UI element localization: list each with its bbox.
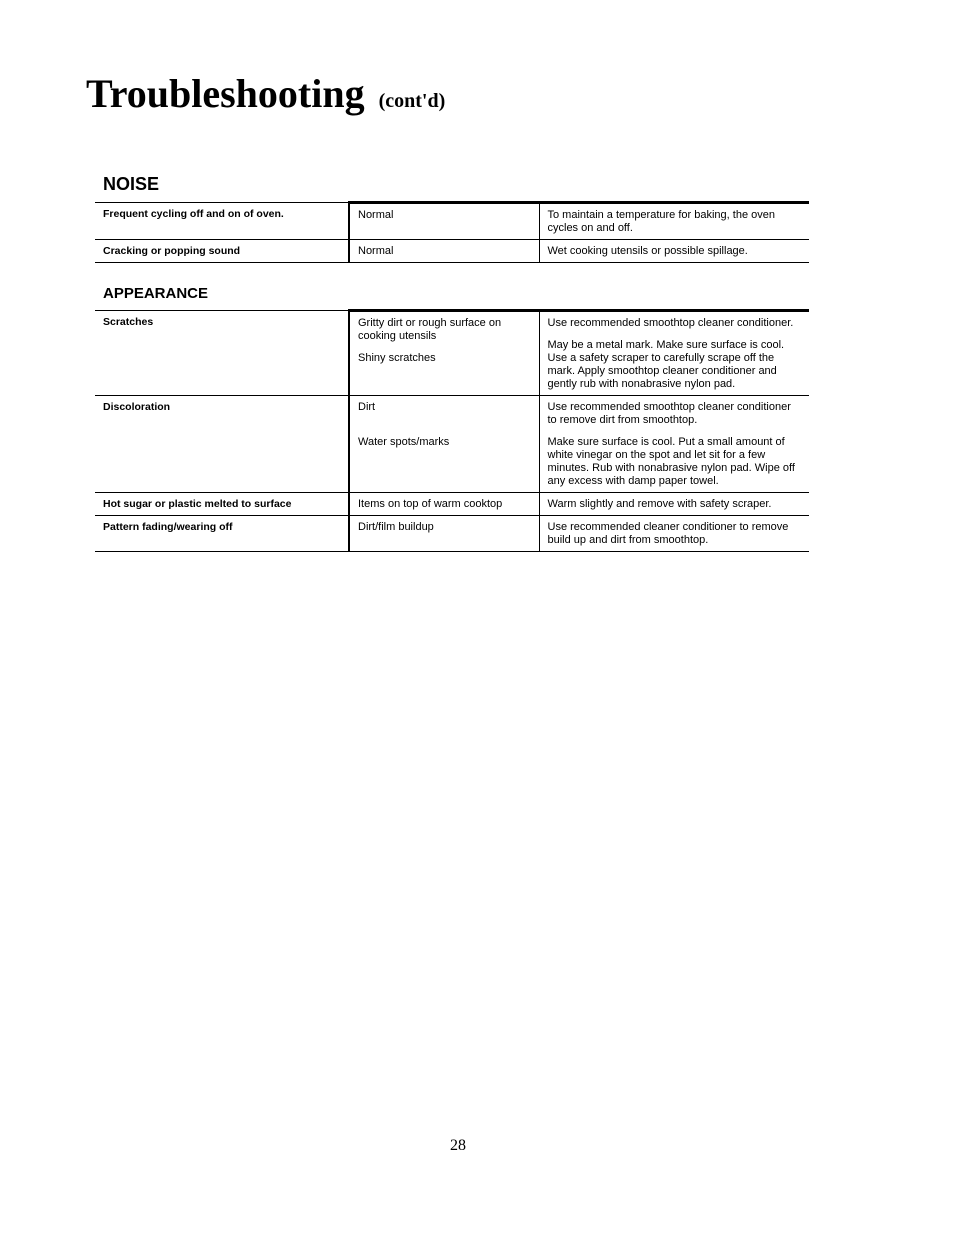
solution-text: Make sure surface is cool. Put a small amount of white vinegar on the spot and let sit for a few minutes. Rub with nonabrasive nylon pad. Wipe off any excess with damp paper towel.	[547, 436, 795, 487]
solution-cell	[539, 311, 809, 396]
cause-cell	[349, 396, 539, 493]
page-number: 28	[450, 1137, 466, 1154]
table-row	[95, 203, 809, 240]
solution-cell: To maintain a temperature for baking, the oven cycles on and off.	[539, 203, 809, 240]
cause-text: Gritty dirt or rough surface on cooking utensils	[358, 317, 502, 342]
appearance-table	[95, 309, 809, 552]
cause-cell: Normal	[349, 203, 539, 240]
problem-cell: Scratches	[95, 311, 349, 396]
table-row	[95, 516, 809, 552]
cause-cell: Items on top of warm cooktop	[349, 493, 539, 516]
cause-cell: Dirt/film buildup	[349, 516, 539, 552]
noise-table	[95, 201, 809, 263]
cause-cell: Normal	[349, 240, 539, 263]
solution-text: Use recommended smoothtop cleaner conditioner to remove dirt from smoothtop.	[547, 401, 791, 426]
table-row	[95, 396, 809, 493]
table-row	[95, 311, 809, 396]
page-title-suffix: (cont'd)	[378, 90, 446, 112]
solution-text: Use recommended smoothtop cleaner conditioner.	[547, 317, 794, 329]
solution-text: May be a metal mark. Make sure surface is cool. Use a safety scraper to carefully scrape off the mark. Apply smoothtop cleaner conditioner and gently rub with nonabrasive nylon pad.	[547, 339, 785, 390]
cause-cell	[349, 311, 539, 396]
cause-text: Dirt	[358, 401, 376, 413]
solution-cell: Warm slightly and remove with safety scraper.	[539, 493, 809, 516]
cause-text: Water spots/marks	[358, 436, 450, 448]
solution-cell	[539, 396, 809, 493]
problem-cell: Hot sugar or plastic melted to surface	[95, 493, 349, 516]
page-title-main: Troubleshooting	[86, 71, 365, 116]
problem-cell: Frequent cycling off and on of oven.	[95, 203, 349, 240]
solution-cell: Wet cooking utensils or possible spillage.	[539, 240, 809, 263]
table-row	[95, 493, 809, 516]
cause-text: Shiny scratches	[358, 352, 436, 364]
solution-cell: Use recommended cleaner conditioner to remove build up and dirt from smoothtop.	[539, 516, 809, 552]
page-title	[86, 72, 445, 123]
noise-section-heading: NOISE	[103, 174, 160, 194]
problem-cell: Cracking or popping sound	[95, 240, 349, 263]
problem-cell: Discoloration	[95, 396, 349, 493]
problem-cell: Pattern fading/wearing off	[95, 516, 349, 552]
appearance-section-heading: APPEARANCE	[103, 285, 209, 302]
table-row	[95, 240, 809, 263]
